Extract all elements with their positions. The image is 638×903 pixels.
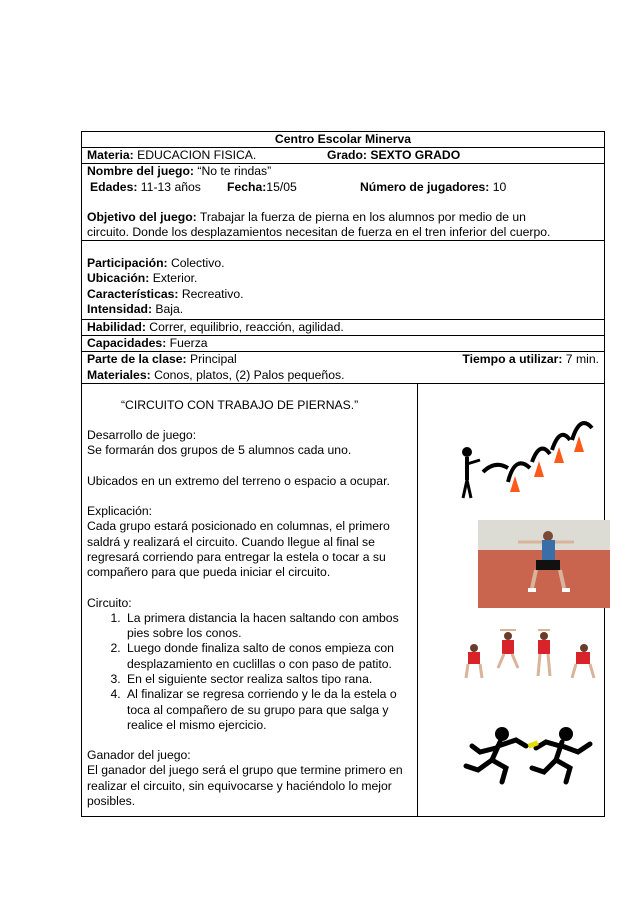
ubicacion-value: Exterior. bbox=[149, 271, 198, 286]
habilidad-label: Habilidad: bbox=[87, 320, 146, 335]
list-item: 1. La primera distancia la hacen saltando con ambos pies sobre los conos. bbox=[124, 611, 413, 642]
habilidad-row bbox=[82, 319, 604, 335]
parte-label: Parte de la clase: bbox=[87, 352, 187, 367]
explicacion-text: Cada grupo estará posicionado en columnas, el primero saldrá y realizará el circuito. Cuando llegue al final se regresará corriendo para entregar la estela o tocar a su compañero para que pueda iniciar el circuito. bbox=[87, 519, 390, 580]
game-description bbox=[82, 384, 418, 816]
school-name-row bbox=[82, 132, 604, 147]
materiales-label: Materiales: bbox=[87, 367, 151, 382]
list-item: 2. Luego donde finaliza salto de conos empieza con desplazamiento en cuclillas o con paso de patito. bbox=[124, 641, 413, 672]
desarrollo-label: Desarrollo de juego: bbox=[87, 428, 197, 443]
circuito-label: Circuito: bbox=[87, 595, 132, 610]
fecha-value: 15/05 bbox=[266, 179, 297, 194]
stick-figure-icon bbox=[462, 447, 480, 498]
jumper-figure-3 bbox=[538, 630, 550, 676]
game-description-row bbox=[82, 383, 604, 816]
jugadores-label: Número de jugadores: bbox=[360, 179, 490, 194]
frog-jump-sequence bbox=[460, 628, 610, 686]
desarrollo-text: Se formarán dos grupos de 5 alumnos cada uno. bbox=[87, 443, 352, 458]
cone-jumping-illustration bbox=[450, 402, 610, 504]
objetivo-value-2: circuito. Donde los desplazamientos necesitan de fuerza en el tren inferior del cuerpo. bbox=[87, 225, 551, 240]
ubicacion-label: Ubicación: bbox=[87, 271, 150, 286]
jumper-figure-4 bbox=[572, 644, 594, 678]
parte-materiales-block bbox=[82, 351, 604, 382]
list-item: 3. En el siguiente sector realiza saltos tipo rana. bbox=[124, 672, 413, 687]
parte-value: Principal bbox=[186, 352, 237, 367]
illustrations-column bbox=[418, 384, 604, 816]
intensidad-value: Baja. bbox=[152, 301, 184, 316]
capacidades-value: Fuerza bbox=[166, 336, 208, 351]
info-block bbox=[82, 163, 604, 240]
capacidades-label: Capacidades: bbox=[87, 336, 167, 351]
list-item: 4. Al finalizar se regresa corriendo y le da la estela o toca al compañero de su grupo para que salga y realice el mismo ejercicio. bbox=[124, 687, 413, 733]
nombre-label: Nombre del juego: bbox=[87, 164, 194, 179]
game-title: “CIRCUITO CON TRABAJO DE PIERNAS.” bbox=[121, 397, 359, 412]
objetivo-label: Objetivo del juego: bbox=[87, 209, 197, 224]
materiales-value: Conos, platos, (2) Palos pequeños. bbox=[150, 367, 345, 382]
squat-photo bbox=[478, 520, 610, 608]
caracteristicas-label: Características: bbox=[87, 286, 179, 301]
caracteristicas-value: Recreativo. bbox=[178, 286, 244, 301]
capacidades-row bbox=[82, 335, 604, 351]
objetivo-value: Trabajar la fuerza de pierna en los alumnos por medio de un bbox=[196, 209, 526, 224]
jumper-figure-2 bbox=[498, 630, 518, 668]
fecha-label: Fecha: bbox=[227, 179, 267, 194]
ubicados-text: Ubicados en un extremo del terreno o espacio a ocupar. bbox=[87, 473, 390, 488]
relay-runners-icon bbox=[462, 722, 612, 786]
jugadores-value: 10 bbox=[489, 179, 507, 194]
participacion-value: Colectivo. bbox=[167, 256, 225, 271]
grado-label: Grado: SEXTO GRADO bbox=[327, 148, 461, 163]
tiempo-value: 7 min. bbox=[562, 352, 599, 367]
intensidad-label: Intensidad: bbox=[87, 301, 153, 316]
materia-row bbox=[82, 147, 604, 163]
materia-label: Materia: bbox=[87, 148, 134, 163]
classification-block bbox=[82, 240, 604, 319]
ganador-label: Ganador del juego: bbox=[87, 748, 191, 763]
nombre-value: “No te rindas” bbox=[194, 164, 272, 179]
circuito-steps bbox=[87, 611, 413, 733]
school-name: Centro Escolar Minerva bbox=[274, 132, 412, 146]
explicacion-label: Explicación: bbox=[87, 504, 153, 519]
materia-value: EDUCACION FISICA. bbox=[133, 148, 257, 163]
participacion-label: Participación: bbox=[87, 256, 168, 271]
jumper-figure-1 bbox=[466, 644, 482, 678]
tiempo-label: Tiempo a utilizar: bbox=[462, 352, 563, 367]
ganador-text: El ganador del juego será el grupo que termine primero en realizar el circuito, sin equivocarse y haciéndolo lo mejor posibles. bbox=[87, 763, 403, 809]
habilidad-value: Correr, equilibrio, reacción, agilidad. bbox=[145, 320, 344, 335]
lesson-plan-table bbox=[81, 131, 605, 817]
edades-label: Edades: bbox=[90, 179, 138, 194]
edades-value: 11-13 años bbox=[137, 179, 201, 194]
